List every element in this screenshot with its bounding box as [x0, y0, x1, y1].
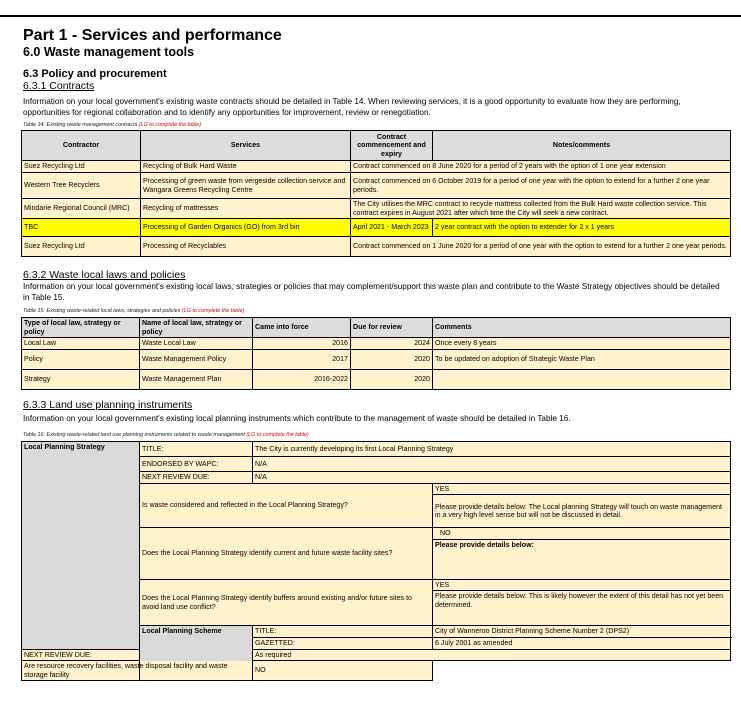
col-contractor: Contractor — [22, 131, 141, 161]
cell-period: April 2021 - March 2023 — [351, 219, 433, 237]
lps-q3-details: Please provide details below: This is likely however the extent of this detail has not yet been determined. — [433, 591, 731, 626]
contracts-intro: Information on your local government's existing waste contracts should be detailed in Table 14. When reviewing services, it is a good opportunity to evaluate how they are performing, opportunities for regional collaboration and to identify any opportunities for improvement, review or renegotiation. — [23, 97, 681, 117]
lps-title-value: The City is currently developing its first Local Planning Strategy — [253, 442, 731, 457]
lps-label: Local Planning Strategy — [22, 442, 140, 650]
cell-services: Processing of Garden Organics (GO) from 3rd bin — [141, 219, 351, 237]
laws-intro: Information on your local government's existing local laws, strategies or policies that may complement/support this waste plan and contribute to the Waste Strategy objectives should be detailed in Table 15. — [23, 282, 720, 302]
table16-caption: Table 16: Existing waste-related land use planning instruments related to waste management (LG to complete the table) — [23, 432, 309, 438]
cell-period: Contract commenced on 8 June 2020 for a period of 2 years with the option of 1 one year extension — [351, 161, 731, 173]
table-row — [22, 173, 731, 199]
col-due: Due for review — [351, 318, 433, 338]
cell-services: Processing of green waste from vergeside collection service and Wangara Greens Recycling Centre — [141, 173, 351, 199]
lps-q1: Is waste considered and reflected in the Local Planning Strategy? — [140, 483, 433, 528]
lps-review-value: N/A — [253, 472, 731, 484]
lps-q2: Does the Local Planning Strategy identify current and future waste facility sites? — [140, 528, 433, 580]
lpsch-gazetted-value: 6 July 2001 as amended — [433, 637, 731, 649]
cell-period: Contract commenced on 6 October 2019 for a period of one year with the option to extend for a further 2 one year periods. — [351, 173, 731, 199]
planning-table — [21, 441, 731, 681]
lpsch-q1: Are resource recovery facilities, waste disposal facility and waste storage facility — [22, 661, 253, 681]
lpsch-review-value: As required — [253, 649, 731, 661]
lps-endorsed-label: ENDORSED BY WAPC: — [140, 457, 253, 472]
col-came: Came into force — [253, 318, 351, 338]
lps-q3: Does the Local Planning Strategy identify buffers around existing and/or future sites to avoid land use conflict? — [140, 579, 433, 626]
cell-name: Waste Local Law — [140, 338, 253, 350]
table14-caption: Table 14: Existing waste management contracts (LG to complete the table) — [23, 122, 202, 128]
lps-q1-details: Please provide details below: The Local planning Strategy will touch on waste management in a very high level sense but will not be discussed in detail. — [433, 495, 731, 528]
cell-type: Local Law — [22, 338, 140, 350]
cell-contractor: Suez Recycling Ltd — [22, 161, 141, 173]
lps-q3-answer: YES — [433, 579, 731, 591]
cell-contractor: TBC — [22, 219, 141, 237]
planning-heading: 6.3.3 Land use planning instruments — [23, 399, 193, 411]
table15-caption: Table 15: Existing waste-related local laws, strategies and policies (LG to complete the table) — [23, 308, 245, 314]
cell-came: 2016-2022 — [253, 369, 351, 389]
cell-notes: 2 year contract with the option to extender for 2 x 1 years — [433, 219, 731, 237]
table-row — [22, 199, 731, 219]
contracts-heading: 6.3.1 Contracts — [23, 80, 95, 92]
cell-comments: To be updated on adoption of Strategic Waste Plan — [433, 349, 731, 369]
lpsch-review-label: NEXT REVIEW DUE: — [22, 649, 140, 661]
col-period: Contract commencement and expiry — [351, 131, 433, 161]
cell-contractor: Western Tree Recyclers — [22, 173, 141, 199]
cell-services: Processing of Recyclables — [141, 237, 351, 257]
table-row — [22, 219, 731, 237]
cell-period: Contract commenced on 1 June 2020 for a period of one year with the option to extend for a further 2 one year periods. — [351, 237, 731, 257]
col-name: Name of local law, strategy or policy — [140, 318, 253, 338]
cell-came: 2016 — [253, 338, 351, 350]
lps-endorsed-value: N/A — [253, 457, 731, 472]
cell-services: Recycling of mattresses — [141, 199, 351, 219]
lpsch-q1-answer: NO — [253, 661, 433, 681]
cell-type: Strategy — [22, 369, 140, 389]
cell-came: 2017 — [253, 349, 351, 369]
table-row — [22, 349, 731, 369]
lps-title-label: TITLE: — [140, 442, 253, 457]
laws-table — [21, 317, 731, 390]
cell-contractor: Mindarie Regional Council (MRC) — [22, 199, 141, 219]
lpsch-title-value: City of Wanneroo District Planning Scheme Number 2 (DPS2) — [433, 626, 731, 638]
planning-intro: Information on your local government's existing local planning instruments which contribute to the management of waste should be detailed in Table 16. — [23, 414, 571, 423]
lpsch-gazetted-label: GAZETTED: — [253, 637, 433, 649]
cell-due: 2024 — [351, 338, 433, 350]
cell-type: Policy — [22, 349, 140, 369]
lpsch-label: Local Planning Scheme — [140, 626, 253, 681]
part-title: Part 1 - Services and performance — [23, 27, 282, 44]
table-row — [22, 369, 731, 389]
top-rule — [0, 15, 741, 17]
col-comments: Comments — [433, 318, 731, 338]
lps-review-label: NEXT REVIEW DUE: — [140, 472, 253, 484]
cell-name: Waste Management Plan — [140, 369, 253, 389]
cell-period: The City utilises the MRC contract to recycle mattress collected from the Bulk Hard waste collection service. This contract expires in August 2021 after which time the City will seek a new contract. — [351, 199, 731, 219]
laws-heading: 6.3.2 Waste local laws and policies — [23, 269, 186, 281]
table-row — [22, 338, 731, 350]
table-row — [22, 237, 731, 257]
cell-due: 2020 — [351, 349, 433, 369]
lps-q2-details: Please provide details below: — [433, 539, 731, 579]
cell-comments — [433, 369, 731, 389]
cell-services: Recycling of Bulk Hard Waste — [141, 161, 351, 173]
col-services: Services — [141, 131, 351, 161]
table-row — [22, 161, 731, 173]
cell-contractor: Suez Recycling Ltd — [22, 237, 141, 257]
col-type: Type of local law, strategy or policy — [22, 318, 140, 338]
section-title: 6.0 Waste management tools — [23, 45, 195, 59]
cell-comments: Once every 8 years — [433, 338, 731, 350]
lps-q2-answer: NO — [433, 528, 731, 540]
lps-q1-answer: YES — [433, 483, 731, 495]
col-notes: Notes/comments — [433, 131, 731, 161]
cell-due: 2020 — [351, 369, 433, 389]
lpsch-title-label: TITLE: — [253, 626, 433, 638]
cell-name: Waste Management Policy — [140, 349, 253, 369]
subsection-title: 6.3 Policy and procurement — [23, 68, 167, 80]
contracts-table — [21, 130, 731, 257]
